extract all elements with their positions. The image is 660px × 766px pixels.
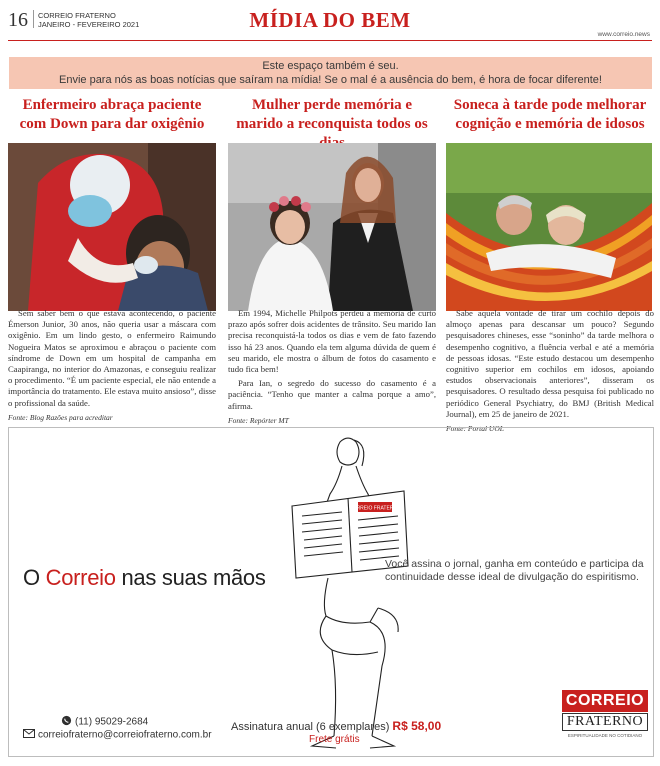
article-source: Fonte: Portal UOL	[446, 424, 504, 434]
reader-illustration	[282, 436, 412, 754]
article-body	[8, 308, 216, 426]
article-memory	[228, 96, 436, 425]
article-title: Soneca à tarde pode melhorar cognição e memória de idosos	[453, 97, 647, 132]
ad-description: Você assina o jornal, ganha em conteúdo e participa da continuidade desse ideal de divulgação do espiritismo.	[385, 558, 644, 583]
logo-top: CORREIO	[562, 690, 648, 712]
ad-email-address: correiofraterno@correiofraterno.com.br	[38, 729, 212, 741]
article-paragraph: Em 1994, Michelle Philpots perdeu a memória de curto prazo após sofrer dois acidentes de trânsito. Seu marido Ian precisa reconquistá-la todos os dias e vem de fato fazendo isso há 23 anos. Quando ela tem alguma dúvida de quem é seu marido, ele mostra o álbum de fotos do casamento e tudo fica bem!	[228, 308, 436, 375]
correio-fraterno-logo	[562, 690, 648, 744]
submission-banner	[9, 57, 652, 89]
article-paragraph: Para Ian, o segredo do sucesso do casamento é a paciência. “Tenho que manter a calma porque a amo”, afirma.	[228, 378, 436, 411]
ad-headline-brand: Correio	[45, 565, 116, 590]
ad-headline-post: nas suas mãos	[115, 565, 266, 590]
ad-price-value: R$ 58,00	[392, 719, 442, 733]
article-source: Fonte: Blog Razões para acreditar	[8, 412, 113, 422]
article-source: Fonte: Repórter MT	[228, 415, 289, 425]
banner-line-2: Envie para nós as boas notícias que saíram na mídia! Se o mal é a ausência do bem, é hora de focar diferente!	[59, 74, 602, 86]
ad-phone[interactable]	[61, 715, 148, 729]
article-paragraph: Sabe aquela vontade de tirar um cochilo depois do almoço apenas para descansar um pouco? Segundo pesquisadores chineses, esse “soninho” da tarde melhora o desempenho cognitivo, a fluência verbal e até a memória de pessoas idosas. “Este estudo destacou um desempenho cognitivo superior em cochilos em idosos, apoiando estudos observacionais anteriores”, disseram os pesquisadores. O resultado dessa pesquisa foi publicado no periódico General Psychiatry, do BMJ (British Medical Journal), em 25 de janeiro de 2021.	[446, 308, 654, 419]
whatsapp-icon	[61, 715, 72, 729]
ad-headline-pre: O	[23, 565, 46, 590]
article-nurse	[8, 96, 216, 422]
article-photo-hammock	[446, 143, 652, 311]
email-icon	[23, 729, 35, 741]
ad-email[interactable]	[23, 729, 212, 741]
page-number: 16	[8, 9, 28, 31]
logo-bottom: FRATERNO	[562, 713, 648, 731]
site-url[interactable]: www.correio.news	[597, 31, 650, 38]
article-body	[446, 308, 654, 437]
subscription-ad[interactable]	[8, 427, 654, 757]
page-header	[0, 0, 660, 40]
issue-date: JANEIRO - FEVEREIRO 2021	[38, 20, 140, 29]
article-paragraph: Sem saber bem o que estava acontecendo, o paciente Émerson Junior, 30 anos, não queria usar a máscara com oxigênio. Em um lindo gesto, o enfermeiro Raimundo Nogueira Matos se aproximou e abraçou o paciente com síndrome de Down em um hospital de campanha em Caapiranga, no interior do Amazonas, e conseguiu realizar o procedimento. “É um paciente especial, ele não entende a importância do tratamento. Ele estava muito ansioso”, disse o profissional da saúde.	[8, 308, 216, 408]
banner-line-1: Este espaço também é seu.	[262, 60, 399, 72]
logo-tagline: ESPIRITUALIDADE NO COTIDIANO	[567, 733, 643, 738]
article-title: Enfermeiro abraça paciente com Down para dar oxigênio	[19, 97, 205, 132]
ad-phone-number: (11) 95029-2684	[75, 716, 149, 728]
article-photo-nurse	[8, 143, 216, 311]
article-nap	[446, 96, 654, 434]
publication-name: CORREIO FRATERNO	[38, 11, 116, 20]
header-rule	[8, 40, 652, 41]
ad-price-label: Assinatura anual (6 exemplares)	[231, 721, 390, 733]
article-body	[228, 308, 436, 429]
newspaper-mast: CORREIO FRATERNO	[349, 505, 401, 512]
ad-price	[231, 719, 441, 733]
article-photo-wedding	[228, 143, 436, 311]
section-title: MÍDIA DO BEM	[249, 8, 411, 32]
article-title: Mulher perde memória e marido a reconquista todos os	[236, 97, 428, 132]
ad-headline	[23, 565, 266, 591]
ad-shipping: Frete grátis	[309, 734, 360, 745]
